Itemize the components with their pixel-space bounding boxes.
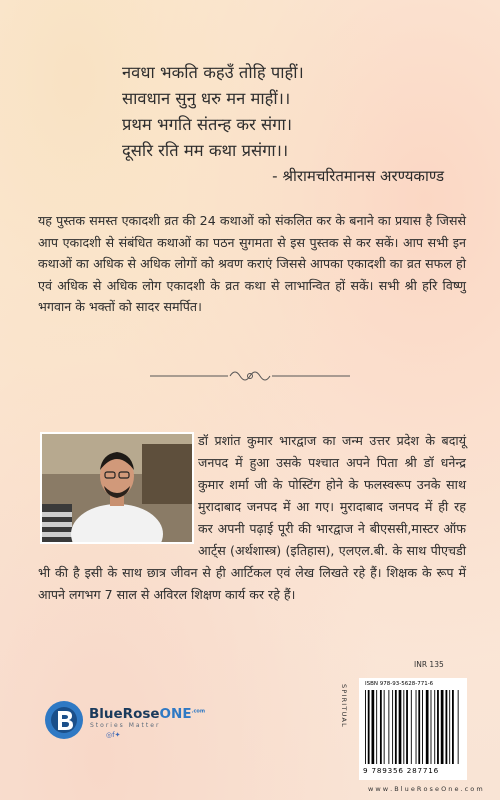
photo-spacer [38,430,198,544]
bluerose-logo-icon [44,700,84,740]
category-label: SPIRITUAL [340,684,348,728]
ornament-divider-icon [150,368,350,384]
publisher-name [89,706,205,722]
isbn-text: ISBN 978-93-5628-771-6 [365,681,434,687]
verse-block [122,60,462,186]
publisher-name-part1: BlueRose [89,706,160,722]
publisher-domain-mark: .com [191,708,206,715]
verse-line-4: दूसरि रति मम कथा प्रसंगा।। [122,141,289,160]
category-label-wrap [338,684,350,784]
verse-source: - श्रीरामचरितमानस अरण्यकाण्ड [272,167,444,185]
book-description: यह पुस्तक समस्त एकादशी व्रत की 24 कथाओं को संकलित कर के बनाने का प्रयास है जिससे आप एकादशी से संबंधित कथाओं का पठन सुगमता से इस पुस्तक से कर सकें। आप सभी इन कथाओं का अधिक से अधिक लोगों को श्रवण कराएं जिससे आपका एकादशी का व्रत सफल हो एवं अधिक से अधिक लोग एकादशी के व्रत कथा से लाभान्वित हों सकें। सभी श्री हरि विष्णु भगवान के भक्तों को सादर समर्पित। [38,213,466,314]
author-bio-block [38,430,466,606]
author-bio: डॉ प्रशांत कुमार भारद्वाज का जन्म उत्तर प्रदेश के बदायूं जनपद में हुआ उसके पश्चात अपने पिता श्री डॉ धनेन्द्र कुमार शर्मा जी के पोस्टिंग होने के फलस्वरूप उनके साथ मुरादाबाद जनपद में आ गए। मुरादाबाद जनपद में ही रह कर अपनी पढ़ाई पूरी की भारद्वाज ने बीएससी,मास्टर ऑफ आर्ट्स (अर्थशास्त्र) (इतिहास), एलएल.बी. के साथ पीएचडी भी की है इसी के साथ छात्र जीवन से ही आर्टिकल एवं लेख लिखते रहे हैं। शिक्षक के रूप में आपने लगभग 7 साल से अविरल शिक्षण कार्य कर रहे हैं। [38,433,466,602]
verse-line-2: सावधान सुनु धरु मन माहीं।। [122,89,291,108]
social-icons: ◎f✦ [106,731,121,739]
verse-line-3: प्रथम भगति संतन्ह कर संगा। [122,115,292,134]
barcode-box [359,678,467,780]
publisher-website: w w w . B l u e R o s e O n e . c o m [368,785,483,793]
isbn-number: 9 789356 287716 [363,766,440,775]
verse-line-1: नवधा भकति कहउँ तोहि पाहीं। [122,63,304,82]
publisher-logo [44,700,206,740]
publisher-name-part2: ONE [159,706,192,722]
price-label: INR 135 [414,660,444,669]
barcode-icon [365,690,461,764]
publisher-tagline: Stories Matter [90,722,161,729]
